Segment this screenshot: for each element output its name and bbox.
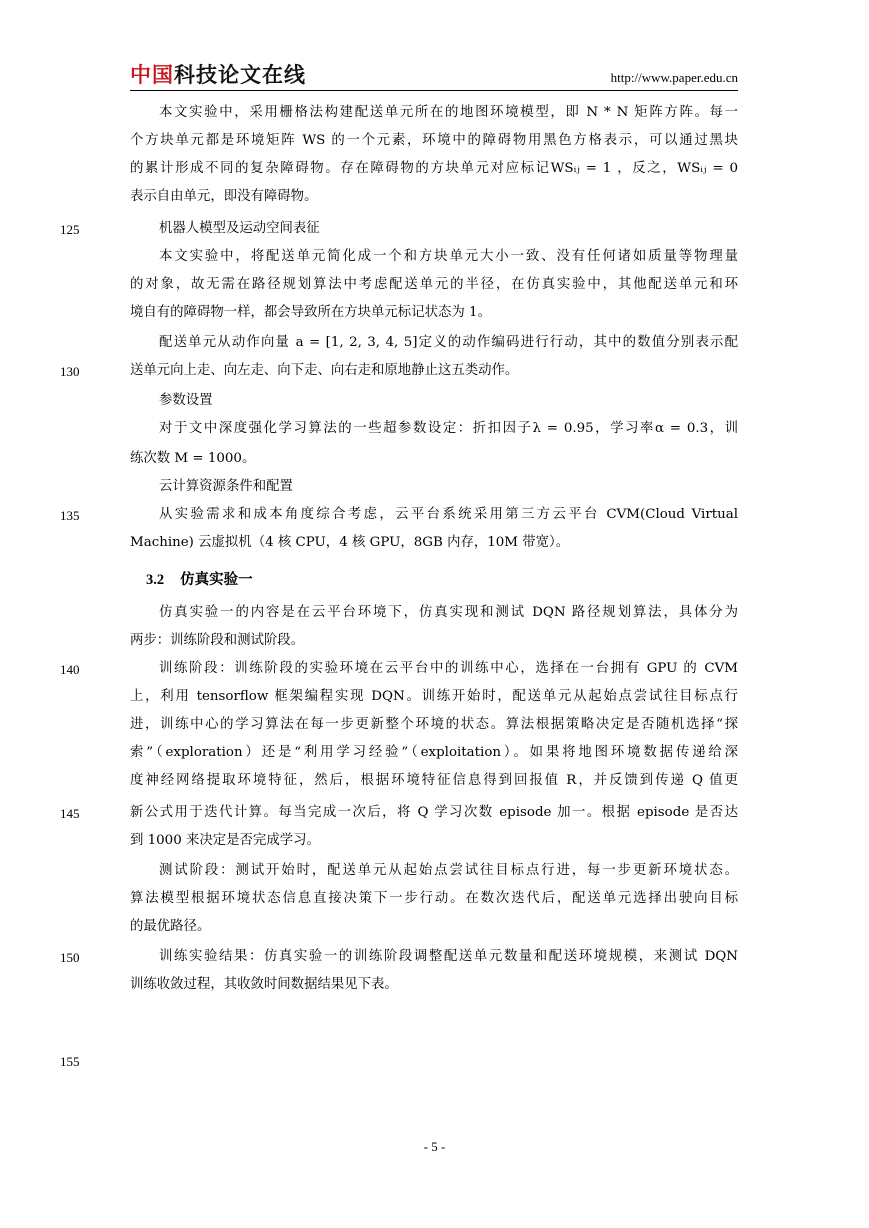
body-line: 训练收敛过程，其收敛时间数据结果见下表。 [130, 977, 398, 992]
body-line: 度神经网络提取环境特征，然后，根据环境特征信息得到回报值 R，并反馈到传递 Q 值更 [130, 773, 738, 788]
body-line: 算法模型根据环境状态信息直接决策下一步行动。在数次迭代后，配送单元选择出驶向目标 [130, 891, 738, 906]
line-number: 130 [60, 364, 80, 379]
header-url[interactable]: http://www.paper.edu.cn [610, 70, 738, 85]
body-line: 测试阶段：测试开始时，配送单元从起始点尝试往目标点行进，每一步更新环境状态。 [159, 863, 738, 878]
body-line: 索”（exploration）还是“利用学习经验”（exploitation）。如果将地图环境数据传递给深 [130, 745, 738, 760]
body-line: 表示自由单元，即没有障碍物。 [130, 189, 318, 204]
line-number: 145 [60, 806, 80, 821]
page-number: - 5 - [423, 1139, 446, 1154]
section-heading: 3.2 仿真实验一 [146, 572, 253, 588]
subheading: 云计算资源条件和配置 [159, 479, 293, 494]
line-number: 140 [60, 662, 80, 677]
line-number: 150 [60, 950, 80, 965]
body-line: 配送单元从动作向量 a = [1, 2, 3, 4, 5]定义的动作编码进行行动，其中的数值分别表示配 [159, 335, 738, 350]
line-number: 155 [60, 1054, 80, 1069]
journal-logo: 中国科技论文在线 [130, 63, 306, 87]
body-line: 送单元向上走、向左走、向下走、向右走和原地静止这五类动作。 [130, 363, 519, 378]
body-line: 境自有的障碍物一样，都会导致所在方块单元标记状态为 1。 [130, 305, 491, 320]
body-line: 的最优路径。 [130, 919, 211, 934]
body-line: 新公式用于迭代计算。每当完成一次后，将 Q 学习次数 episode 加一。根据 episode 是否达 [130, 805, 738, 820]
body-line: 本文实验中，采用栅格法构建配送单元所在的地图环境模型，即 N * N 矩阵方阵。每一 [159, 105, 738, 120]
body-line: 从实验需求和成本角度综合考虑，云平台系统采用第三方云平台 CVM(Cloud Virtual [159, 507, 738, 522]
body-line: 上，利用 tensorflow 框架编程实现 DQN。训练开始时，配送单元从起始点尝试往目标点行 [130, 689, 738, 704]
body-line: Machine) 云虚拟机（4 核 CPU，4 核 GPU，8GB 内存，10M 带宽）。 [130, 535, 570, 550]
body-line: 练次数 M = 1000。 [130, 451, 256, 466]
page-header [130, 62, 738, 91]
body-line: 对于文中深度强化学习算法的一些超参数设定：折扣因子λ = 0.95，学习率α = 0.3，训 [159, 421, 738, 436]
body-line: 的对象，故无需在路径规划算法中考虑配送单元的半径，在仿真实验中，其他配送单元和环 [130, 277, 738, 292]
body-line: 的累计形成不同的复杂障碍物。存在障碍物的方块单元对应标记WSᵢⱼ = 1 ，反之，WSᵢⱼ = 0 [130, 161, 738, 176]
body-line: 进，训练中心的学习算法在每一步更新整个环境的状态。算法根据策略决定是否随机选择“探 [130, 717, 738, 732]
line-number: 135 [60, 508, 80, 523]
body-line: 训练实验结果：仿真实验一的训练阶段调整配送单元数量和配送环境规模，来测试 DQN [159, 949, 738, 964]
line-number: 125 [60, 222, 80, 237]
body-line: 到 1000 来决定是否完成学习。 [130, 833, 320, 848]
subheading: 机器人模型及运动空间表征 [159, 221, 320, 236]
body-line: 个方块单元都是环境矩阵 WS 的一个元素，环境中的障碍物用黑色方格表示，可以通过黑块 [130, 133, 738, 148]
subheading: 参数设置 [159, 393, 213, 408]
body-line: 本文实验中，将配送单元简化成一个和方块单元大小一致、没有任何诸如质量等物理量 [159, 249, 738, 264]
body-line: 仿真实验一的内容是在云平台环境下，仿真实现和测试 DQN 路径规划算法，具体分为 [159, 605, 738, 620]
body-line: 训练阶段：训练阶段的实验环境在云平台中的训练中心，选择在一台拥有 GPU 的 CVM [159, 661, 738, 676]
body-line: 两步：训练阶段和测试阶段。 [130, 633, 305, 648]
